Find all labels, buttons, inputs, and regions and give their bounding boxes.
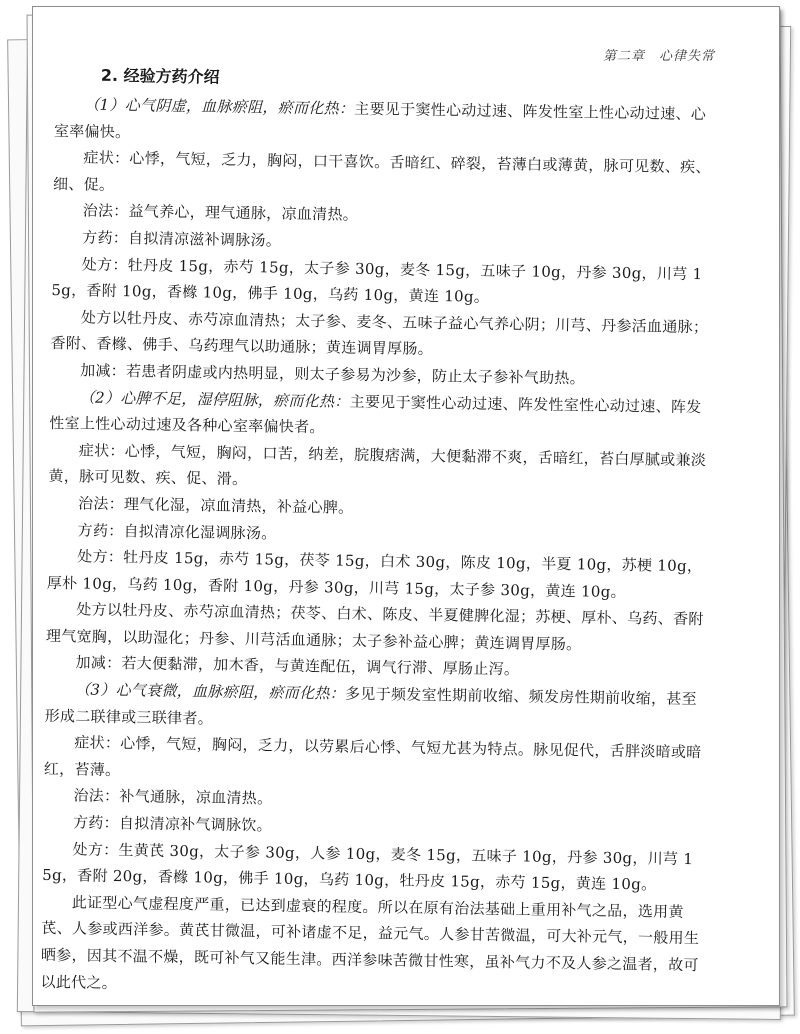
paragraph-text: 症状：心悸，气短，乏力，胸闷，口干喜饮。舌暗红、碎裂，苔薄白或薄黄，脉可见数、疾、细、促。 (52, 148, 711, 194)
paragraph (40, 889, 702, 1006)
paragraph-text: 此证型心气虚程度严重，已达到虚衰的程度。所以在原有治法基础上重用补气之品，选用黄芪、人参或西洋参。黄芪甘微温，可补诸虚不足，益元气。人参甘苦微温，可大补元气，一般用生晒参，因其不温不燥，既可补气又能生津。西洋参味苦微甘性寒，虽补气力不及人参之温者，故可以此代之。 (40, 893, 700, 992)
paragraph-text: 处方以牡丹皮、赤芍凉血清热；太子参、麦冬、五味子益心气养心阴；川芎、丹参活血通脉；香附、香橼、佛手、乌药理气以助通脉；黄连调胃厚肠。 (50, 308, 709, 359)
book-page (32, 6, 780, 1006)
paragraph-text: 症状：心悸，气短，胸闷，乏力，以劳累后心悸、气短尤甚为特点。脉见促代，舌胖淡暗或暗红，苔薄。 (43, 733, 702, 779)
paragraph-text: 处方：生黄芪 30g，太子参 30g，人参 10g，麦冬 15g，五味子 10g，丹参 30g，川芎 15g，香附 20g，香橼 10g，佛手 10g，乌药 10g，牡丹皮 15g，赤芍 15g，黄连 10g。 (42, 840, 694, 894)
paragraph-text: 处方：牡丹皮 15g，赤芍 15g，太子参 30g，麦冬 15g，五味子 10g，丹参 30g，川芎 15g，香附 10g，香橼 10g，佛手 10g，乌药 10g，黄连 10g。 (51, 255, 703, 307)
paragraph-text: 治法：理气化湿，凉血清热，补益心脾。 (77, 494, 354, 517)
paragraph-text: 治法：益气养心，理气通脉，凉血清热。 (82, 201, 359, 225)
subheading-lead: （1）心气阴虚，血脉瘀阻，瘀而化热： (84, 95, 355, 118)
page-body (40, 61, 715, 1005)
paragraph-text: 加减：若大便黏滞，加木香，与黄连配伍，调气行滞、厚肠止泻。 (75, 653, 520, 679)
subheading-lead: （2）心脾不足，湿停阻脉，瘀而化热： (79, 387, 350, 411)
paragraph-text: 治法：补气通脉，凉血清热。 (73, 786, 273, 808)
section-heading: 2. 经验方药介绍 (100, 65, 220, 87)
running-header: 第二章 心律失常 (602, 49, 715, 64)
paragraph-text: 症状：心悸，气短，胸闷，口苦，纳差，脘腹痞满，大便黏滞不爽，舌暗红，苔白厚腻或兼淡黄，脉可见数、疾、促、滑。 (48, 441, 707, 489)
paragraph-text: 处方以牡丹皮、赤芍凉血清热；茯苓、白术、陈皮、半夏健脾化湿；苏梗、厚朴、乌药、香附理气宽胸，以助湿化；丹参、川芎活血通脉；太子参补益心脾；黄连调胃厚肠。 (45, 600, 704, 654)
paragraph-text: 多见于频发室性期前收缩、频发房性期前收缩，甚至形成二联律或三联律者。 (44, 684, 698, 728)
paragraph-list (40, 91, 714, 1005)
paragraph-text: 主要见于窦性心动过速、阵发性室上性心动过速、心室率偏快。 (53, 99, 707, 141)
paragraph-text: 主要见于窦性心动过速、阵发性室性心动过速、阵发性室上性心动过速及各种心室率偏快者。 (49, 392, 702, 437)
paragraph-text: 方药：自拟清凉化湿调脉汤。 (77, 520, 277, 543)
paragraph-text: 方药：自拟清凉补气调脉饮。 (72, 813, 273, 835)
paragraph-text: 加减：若患者阴虚或内热明显，则太子参易为沙参，防止太子参补气助热。 (80, 361, 586, 388)
paragraph-text: 处方：牡丹皮 15g，赤芍 15g，茯苓 15g，白术 30g，陈皮 10g，半夏 10g，苏梗 10g，厚朴 10g，乌药 10g，香附 10g，丹参 30g，川芎 15g，太子参 30g，黄连 10g。 (46, 547, 703, 601)
subheading-lead: （3）心气衰微，血脉瘀阻，瘀而化热： (74, 680, 346, 703)
paragraph-text: 方药：自拟清凉滋补调脉汤。 (82, 228, 282, 250)
